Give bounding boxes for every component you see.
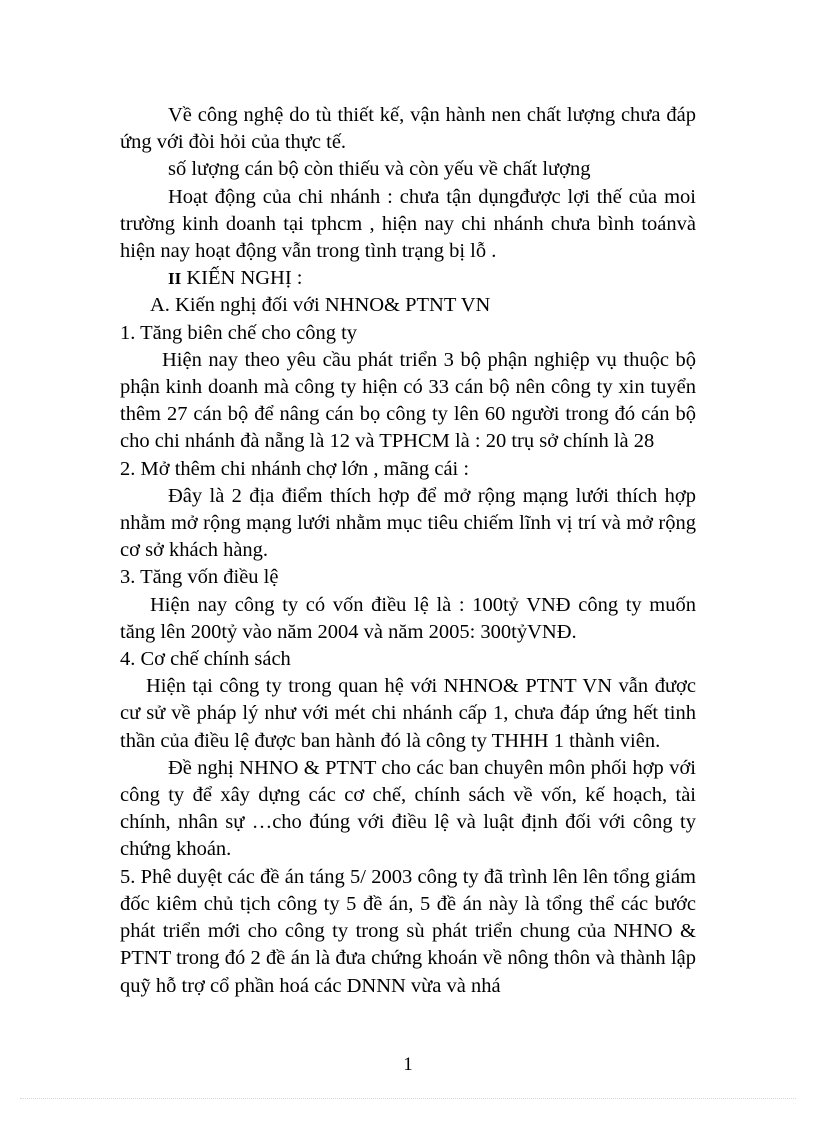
item-4-title: 4. Cơ chế chính sách — [120, 648, 291, 671]
document-body — [120, 102, 696, 1000]
paragraph-branch-activity: Hoạt động của chi nhánh : chưa tận dụngđược lợi thế của moi trường kinh doanh tại tphcm , hiện nay chi nhánh chưa bình toánvà hiện nay hoạt động vẫn trong tình trạng bị lỗ . — [120, 185, 696, 263]
item-4-body-2: Đề nghị NHNO & PTNT cho các ban chuyên môn phối hợp với công ty để xây dựng các cơ chế, chính sách về vốn, kế hoạch, tài chính, nhân sự …cho đúng với điều lệ và luật định đối với công ty chứng khoán. — [120, 756, 696, 861]
item-2-body: Đây là 2 địa điểm thích hợp để mở rộng mạng lưới thích hợp nhằm mở rộng mạng lưới nhằm mục tiêu chiếm lĩnh vị trí và mở rộng cơ sở khách hàng. — [120, 484, 696, 562]
item-5-paragraph: 5. Phê duyệt các đề án táng 5/ 2003 công ty đã trình lên lên tổng giám đốc kiêm chủ tịch công ty 5 đề án, 5 đề án này là tổng thể các bước phát triển mới cho công ty trong sù phát triển chung của NHNO & PTNT trong đó 2 đề án là đưa chứng khoán về nông thôn và thành lập quỹ hỗ trợ cổ phần hoá các DNNN vừa và nhá — [120, 865, 696, 997]
section-ii-number: II — [168, 269, 182, 289]
item-3-title: 3. Tăng vốn điều lệ — [120, 566, 279, 589]
paragraph-staff: số lượng cán bộ còn thiếu và còn yếu về chất lượng — [168, 158, 591, 181]
section-ii-title: KIẾN NGHỊ : — [186, 267, 303, 290]
section-ii-heading — [120, 265, 696, 292]
section-a-heading: A. Kiến nghị đối với NHNO& PTNT VN — [150, 294, 491, 317]
item-2-title: 2. Mở thêm chi nhánh chợ lớn , mãng cái : — [120, 457, 470, 480]
item-1-body: Hiện nay theo yêu cầu phát triển 3 bộ phận nghiệp vụ thuộc bộ phận kinh doanh mà công ty hiện có 33 cán bộ nên công ty xin tuyển thêm 27 cán bộ để nâng cán bọ công ty lên 60 người trong đó cán bộ cho chi nhánh đà nẵng là 12 và TPHCM là : 20 trụ sở chính là 28 — [120, 348, 696, 453]
item-3-body: Hiện nay công ty có vốn điều lệ là : 100tỷ VNĐ công ty muốn tăng lên 200tỷ vào năm 2004 và năm 2005: 300tỷVNĐ. — [120, 593, 696, 643]
footer-divider — [20, 1098, 796, 1099]
paragraph-technology: Về công nghệ do tù thiết kế, vận hành nen chất lượng chưa đáp ứng với đòi hỏi của thực tế. — [120, 104, 696, 154]
item-4-body: Hiện tại công ty trong quan hệ với NHNO& PTNT VN vẫn được cư sử về pháp lý như với mét chi nhánh cấp 1, chưa đáp ứng hết tinh thần của điều lệ được ban hành đó là công ty THHH 1 thành viên. — [120, 675, 696, 752]
page-number: 1 — [403, 1054, 413, 1075]
item-1-title: 1. Tăng biên chế cho công ty — [120, 321, 358, 344]
